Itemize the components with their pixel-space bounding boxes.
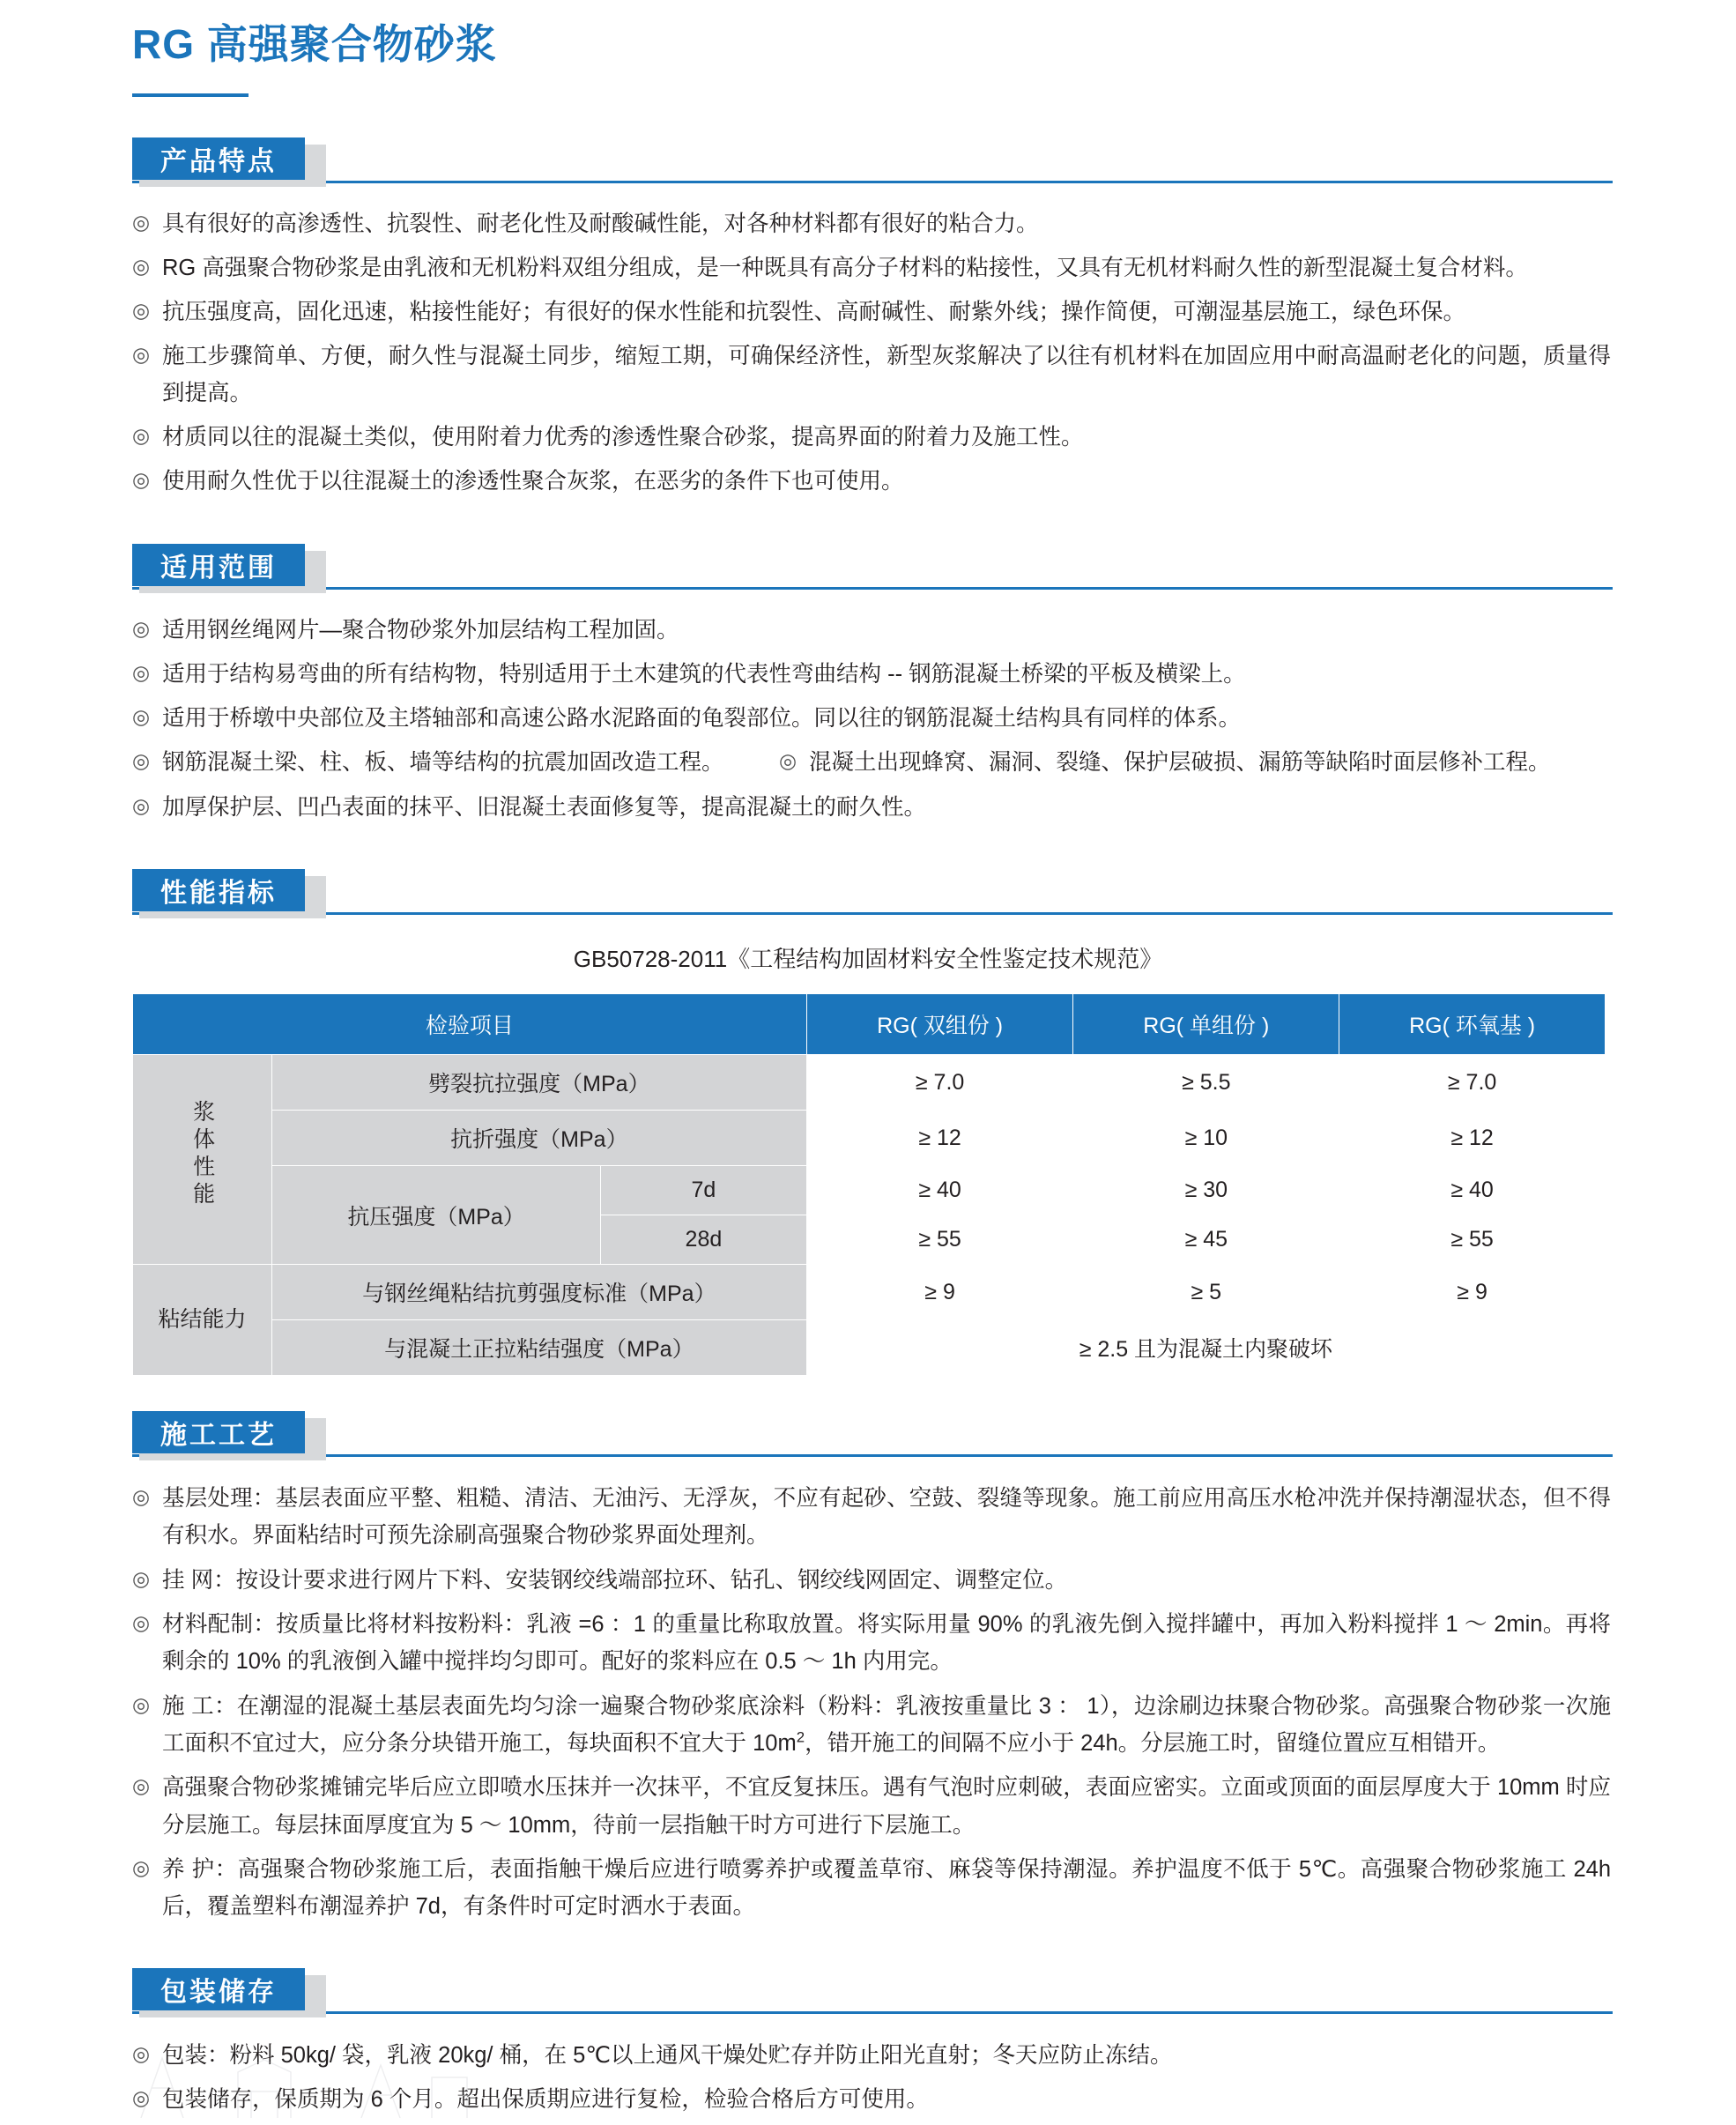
table-caption: GB50728-2011《工程结构加固材料安全性鉴定技术规范》 (573, 946, 1163, 973)
cell-value: ≥ 45 (1073, 1215, 1339, 1265)
table-row (133, 1320, 1606, 1376)
section-title-scope: 适用范围 (132, 544, 305, 586)
row-subitem-28d: 28d (601, 1215, 807, 1265)
cell-value: ≥ 7.0 (1339, 1055, 1606, 1111)
section-title-features: 产品特点 (132, 137, 305, 180)
cell-value: ≥ 55 (1339, 1215, 1606, 1265)
paragraph-curing: ◎ 养 护：高强聚合物砂浆施工后，表面指触干燥后应进行喷雾养护或覆盖草帘、麻袋等保持潮湿。养护温度不低于 5℃。高强聚合物砂浆施工 24h 后，覆盖塑料布潮湿养护 7d，有条件时可定时洒水于表面。 (132, 1851, 1611, 1926)
column-header-rg-one-part: RG( 单组份 ) (1073, 994, 1339, 1055)
cell-value: ≥ 12 (1339, 1111, 1606, 1166)
list-item: ◎ 钢筋混凝土梁、柱、板、墙等结构的抗震加固改造工程。 (132, 745, 779, 781)
list-item: ◎ 具有很好的高渗透性、抗裂性、耐老化性及耐酸碱性能，对各种材料都有很好的粘合力。 (132, 206, 1611, 242)
section-rule (132, 1454, 1613, 1457)
cell-value: ≥ 10 (1073, 1111, 1339, 1166)
section-title-packaging: 包装储存 (132, 1968, 305, 2010)
section-header-performance (132, 869, 1613, 915)
paragraph-construction (132, 1688, 1611, 1763)
list-item: ◎ 加厚保护层、凹凸表面的抹平、旧混凝土表面修复等，提高混凝土的耐久性。 (132, 790, 1611, 826)
features-list (0, 206, 1736, 501)
cell-value: ≥ 40 (806, 1166, 1073, 1215)
list-item: ◎ 适用于桥墩中央部位及主塔轴部和高速公路水泥路面的龟裂部位。同以往的钢筋混凝土结构具有同样的体系。 (132, 701, 1611, 737)
row-item-tensile-bond-concrete: 与混凝土正拉粘结强度（MPa） (272, 1320, 807, 1376)
list-item: ◎ 包装：粉料 50kg/ 袋，乳液 20kg/ 桶，在 5℃以上通风干燥处贮存并防止阳光直射；冬天应防止冻结。 (132, 2037, 1611, 2074)
construction-text-a: 施 工：在潮湿的混凝土基层表面先均匀涂一遍聚合物砂浆底涂料（粉料：乳液按重量比 3 ： 1），边涂刷边抹聚合物砂浆。高强聚合物砂浆一次施工面积不宜过大，应分条分块错开施工，每块面积不宜大于 10m (162, 1693, 1611, 1757)
row-item-shear-with-steel-rope: 与钢丝绳粘结抗剪强度标准（MPa） (272, 1265, 807, 1320)
list-item: ◎ 适用钢丝绳网片—聚合物砂浆外加层结构工程加固。 (132, 613, 1611, 649)
row-group-label: 浆体性能 (189, 1100, 215, 1210)
cell-value: ≥ 55 (806, 1215, 1073, 1265)
cell-value: ≥ 30 (1073, 1166, 1339, 1215)
packaging-list (0, 2037, 1736, 2119)
process-list (0, 1480, 1736, 1926)
table-row (133, 1166, 1606, 1215)
row-group-bond (133, 1265, 272, 1376)
paragraph-spreading: ◎ 高强聚合物砂浆摊铺完毕后应立即喷水压抹并一次抹平，不宜反复抹压。遇有气泡时应刺破，表面应密实。立面或顶面的面层厚度大于 10mm 时应分层施工。每层抹面厚度宜为 5 ～ 10mm，待前一层指触干时方可进行下层施工。 (132, 1769, 1611, 1844)
row-item-split-tensile: 劈裂抗拉强度（MPa） (272, 1055, 807, 1111)
list-item: ◎ 适用于结构易弯曲的所有结构物，特别适用于土木建筑的代表性弯曲结构 -- 钢筋混凝土桥梁的平板及横梁上。 (132, 657, 1611, 693)
section-header-process (132, 1411, 1613, 1457)
column-header-rg-two-part: RG( 双组份 ) (806, 994, 1073, 1055)
section-header-scope (132, 544, 1613, 590)
row-group-label: 粘结能力 (158, 1307, 247, 1333)
paragraph-mixing: ◎ 材料配制：按质量比将材料按粉料：乳液 =6 ：1 的重量比称取放置。将实际用量 90% 的乳液先倒入搅拌罐中，再加入粉料搅拌 1 ～ 2min。再将剩余的 10% 的乳液倒入罐中搅拌均匀即可。配好的浆料应在 0.5 ～ 1h 内用完。 (132, 1606, 1611, 1681)
paragraph-mesh: ◎ 挂 网：按设计要求进行网片下料、安装钢绞线端部拉环、钻孔、钢绞线网固定、调整定位。 (132, 1562, 1611, 1599)
row-item-flexural: 抗折强度（MPa） (272, 1111, 807, 1166)
cell-value: ≥ 9 (1339, 1265, 1606, 1320)
list-item: ◎ RG 高强聚合物砂浆是由乳液和无机粉料双组分组成，是一种既具有高分子材料的粘接性，又具有无机材料耐久性的新型混凝土复合材料。 (132, 250, 1611, 286)
table-row (133, 1055, 1606, 1111)
row-group-slurry (133, 1055, 272, 1265)
cell-value: ≥ 40 (1339, 1166, 1606, 1215)
column-header-rg-epoxy: RG( 环氧基 ) (1339, 994, 1606, 1055)
list-item: ◎ 材质同以往的混凝土类似，使用附着力优秀的渗透性聚合砂浆，提高界面的附着力及施工性。 (132, 420, 1611, 456)
page-title: RG 高强聚合物砂浆 (132, 21, 497, 67)
table-row (133, 1111, 1606, 1166)
section-rule (132, 2011, 1613, 2014)
cell-value: ≥ 9 (806, 1265, 1073, 1320)
section-title-process: 施工工艺 (132, 1411, 305, 1453)
list-item: ◎ 混凝土出现蜂窝、漏洞、裂缝、保护层破损、漏筋等缺陷时面层修补工程。 (779, 745, 1611, 781)
performance-table (132, 993, 1606, 1376)
section-rule (132, 181, 1613, 183)
column-header-item: 检验项目 (133, 994, 807, 1055)
section-title-performance: 性能指标 (132, 869, 305, 911)
section-header-features (132, 137, 1613, 183)
list-item: ◎ 施工步骤简单、方便，耐久性与混凝土同步，缩短工期，可确保经济性，新型灰浆解决了以往有机材料在加固应用中耐高温耐老化的问题，质量得到提高。 (132, 338, 1611, 412)
scope-paired-row (132, 745, 1611, 789)
cell-value-merged: ≥ 2.5 且为混凝土内聚破坏 (806, 1320, 1605, 1376)
row-subitem-7d: 7d (601, 1166, 807, 1215)
section-rule (132, 587, 1613, 590)
cell-value: ≥ 12 (806, 1111, 1073, 1166)
section-header-packaging (132, 1968, 1613, 2014)
cell-value: ≥ 7.0 (806, 1055, 1073, 1111)
list-item: ◎ 包装储存，保质期为 6 个月。超出保质期应进行复检，检验合格后方可使用。 (132, 2081, 1611, 2118)
cell-value: ≥ 5.5 (1073, 1055, 1339, 1111)
construction-text-b: ，错开施工的间隔不应小于 24h。分层施工时，留缝位置应互相错开。 (805, 1731, 1501, 1757)
scope-list (0, 613, 1736, 826)
list-item: ◎ 使用耐久性优于以往混凝土的渗透性聚合灰浆，在恶劣的条件下也可使用。 (132, 464, 1611, 500)
table-header-row (133, 994, 1606, 1055)
table-row (133, 1265, 1606, 1320)
paragraph-substrate: ◎ 基层处理：基层表面应平整、粗糙、清洁、无油污、无浮灰，不应有起砂、空鼓、裂缝等现象。施工前应用高压水枪冲洗并保持潮湿状态，但不得有积水。界面粘结时可预先涂刷高强聚合物砂浆界面处理剂。 (132, 1480, 1611, 1555)
row-item-compressive: 抗压强度（MPa） (272, 1166, 601, 1265)
section-rule (132, 912, 1613, 915)
list-item: ◎ 抗压强度高，固化迅速，粘接性能好；有很好的保水性能和抗裂性、高耐碱性、耐紫外线；操作简便，可潮湿基层施工，绿色环保。 (132, 294, 1611, 331)
cell-value: ≥ 5 (1073, 1265, 1339, 1320)
construction-superscript: 2 (796, 1728, 805, 1746)
